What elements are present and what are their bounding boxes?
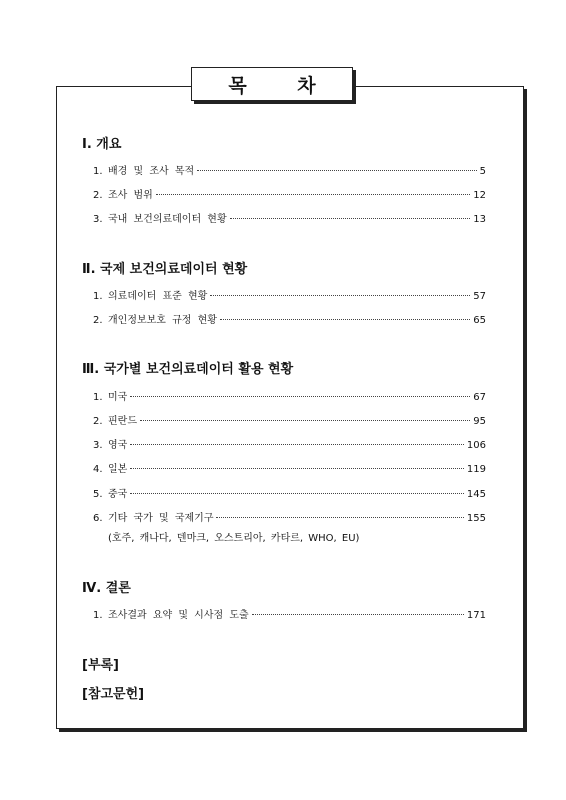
entry-label: 기타 국가 및 국제기구 <box>108 513 214 524</box>
entry-page: 106 <box>466 440 486 451</box>
entry-note: (호주, 캐나다, 덴마크, 오스트리아, 카타르, WHO, EU) <box>108 533 360 544</box>
entry-label: 영국 <box>108 440 128 451</box>
entry-number: 1. <box>93 610 103 621</box>
entry-number: 4. <box>93 464 103 475</box>
dot-leader <box>230 218 471 219</box>
dot-leader <box>156 194 470 195</box>
entry-label: 미국 <box>108 392 128 403</box>
entry-page: 155 <box>466 513 486 524</box>
toc-entry[interactable] <box>93 162 486 177</box>
toc-entry[interactable] <box>93 287 486 302</box>
entry-label: 개인정보보호 규정 현황 <box>108 315 217 326</box>
toc-entry[interactable] <box>93 186 486 201</box>
entry-number: 3. <box>93 214 103 225</box>
toc-entry[interactable] <box>93 485 486 500</box>
appendix-link[interactable]: [부록] <box>82 658 119 673</box>
toc-entry[interactable] <box>93 606 486 621</box>
references-link[interactable]: [참고문헌] <box>82 687 145 702</box>
entry-label: 의료데이터 표준 현황 <box>108 291 208 302</box>
toc-entry[interactable] <box>93 509 486 524</box>
toc-frame <box>56 86 524 729</box>
dot-leader <box>252 614 464 615</box>
toc-entry[interactable] <box>93 436 486 451</box>
entry-page: 5 <box>479 166 486 177</box>
dot-leader <box>130 396 470 397</box>
section-heading-3: Ⅲ. 국가별 보건의료데이터 활용 현황 <box>82 362 294 377</box>
section-heading-2: Ⅱ. 국제 보건의료데이터 현황 <box>82 262 248 277</box>
entry-page: 145 <box>466 489 486 500</box>
dot-leader <box>197 170 476 171</box>
entry-page: 119 <box>466 464 486 475</box>
entry-label: 핀란드 <box>108 416 137 427</box>
page-title: 목 차 <box>191 67 353 101</box>
entry-label: 배경 및 조사 목적 <box>108 166 195 177</box>
entry-number: 1. <box>93 392 103 403</box>
entry-label: 국내 보건의료데이터 현황 <box>108 214 227 225</box>
dot-leader <box>140 420 470 421</box>
section-heading-1: Ⅰ. 개요 <box>82 137 122 152</box>
entry-label: 중국 <box>108 489 128 500</box>
entry-page: 12 <box>473 190 486 201</box>
entry-label: 일본 <box>108 464 128 475</box>
entry-page: 57 <box>473 291 486 302</box>
dot-leader <box>130 468 464 469</box>
dot-leader <box>216 517 463 518</box>
entry-label: 조사결과 요약 및 시사점 도출 <box>108 610 249 621</box>
entry-number: 3. <box>93 440 103 451</box>
entry-page: 65 <box>473 315 486 326</box>
dot-leader <box>130 493 464 494</box>
entry-number: 2. <box>93 416 103 427</box>
entry-number: 5. <box>93 489 103 500</box>
entry-number: 1. <box>93 166 103 177</box>
dot-leader <box>130 444 464 445</box>
entry-number: 2. <box>93 315 103 326</box>
toc-entry[interactable] <box>93 388 486 403</box>
dot-leader <box>220 319 470 320</box>
toc-entry[interactable] <box>93 210 486 225</box>
entry-label: 조사 범위 <box>108 190 153 201</box>
toc-entry[interactable] <box>93 311 486 326</box>
entry-number: 2. <box>93 190 103 201</box>
entry-page: 95 <box>473 416 486 427</box>
entry-page: 13 <box>473 214 486 225</box>
toc-entry[interactable] <box>93 412 486 427</box>
entry-page: 171 <box>466 610 486 621</box>
entry-number: 6. <box>93 513 103 524</box>
dot-leader <box>210 295 470 296</box>
entry-number: 1. <box>93 291 103 302</box>
toc-entry[interactable] <box>93 460 486 475</box>
entry-page: 67 <box>473 392 486 403</box>
section-heading-4: Ⅳ. 결론 <box>82 581 131 596</box>
